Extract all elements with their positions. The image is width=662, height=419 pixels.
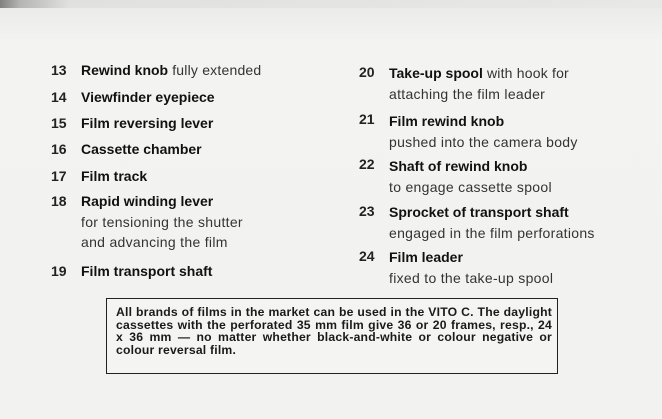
item-number: 15 bbox=[51, 115, 67, 131]
item-title-text: Take-up spool bbox=[389, 65, 483, 81]
item-number: 23 bbox=[359, 203, 375, 219]
item-title: Cassette chamber bbox=[81, 141, 202, 157]
item-number: 17 bbox=[51, 168, 67, 184]
item-number: 14 bbox=[51, 89, 67, 105]
item-description: with hook for bbox=[482, 65, 569, 81]
item-title: Film leader bbox=[389, 249, 463, 265]
item-number: 21 bbox=[359, 111, 375, 127]
item-title: Shaft of rewind knob bbox=[389, 158, 528, 174]
item-number: 18 bbox=[51, 193, 67, 209]
item-title: Sprocket of transport shaft bbox=[389, 204, 569, 220]
item-title: Film reversing lever bbox=[81, 115, 214, 131]
item-description: and advancing the film bbox=[81, 234, 228, 250]
item-number: 24 bbox=[359, 248, 375, 264]
page-top-shadow bbox=[0, 0, 662, 8]
item-description: pushed into the camera body bbox=[389, 134, 578, 150]
item-description: fixed to the take-up spool bbox=[389, 270, 554, 286]
item-description: engaged in the film perforations bbox=[389, 225, 595, 241]
film-notice-text: All brands of films in the market can be used in the VITO C. The daylight cassettes with the perforated 35 mm film give 36 or 20 frames, resp., 24 x 36 mm — no matter whether black-and-white or colour negative or colour reversal film. bbox=[116, 305, 552, 357]
item-number: 13 bbox=[51, 62, 67, 78]
item-number: 16 bbox=[51, 141, 67, 157]
item-title: Film track bbox=[81, 168, 148, 184]
item-title: Viewfinder eyepiece bbox=[81, 89, 215, 105]
item-title bbox=[81, 62, 261, 78]
item-description: for tensioning the shutter bbox=[81, 214, 243, 230]
item-title: Film transport shaft bbox=[81, 263, 213, 279]
item-description: attaching the film leader bbox=[389, 86, 546, 102]
item-title bbox=[389, 65, 569, 81]
film-notice-box bbox=[106, 298, 558, 374]
item-description: to engage cassette spool bbox=[389, 179, 552, 195]
item-title-text: Rewind knob bbox=[81, 62, 169, 78]
item-number: 20 bbox=[359, 64, 375, 80]
item-title: Rapid winding lever bbox=[81, 193, 214, 209]
item-title: Film rewind knob bbox=[389, 113, 505, 129]
item-description: fully extended bbox=[168, 62, 262, 78]
item-number: 22 bbox=[359, 156, 375, 172]
item-number: 19 bbox=[51, 263, 67, 279]
